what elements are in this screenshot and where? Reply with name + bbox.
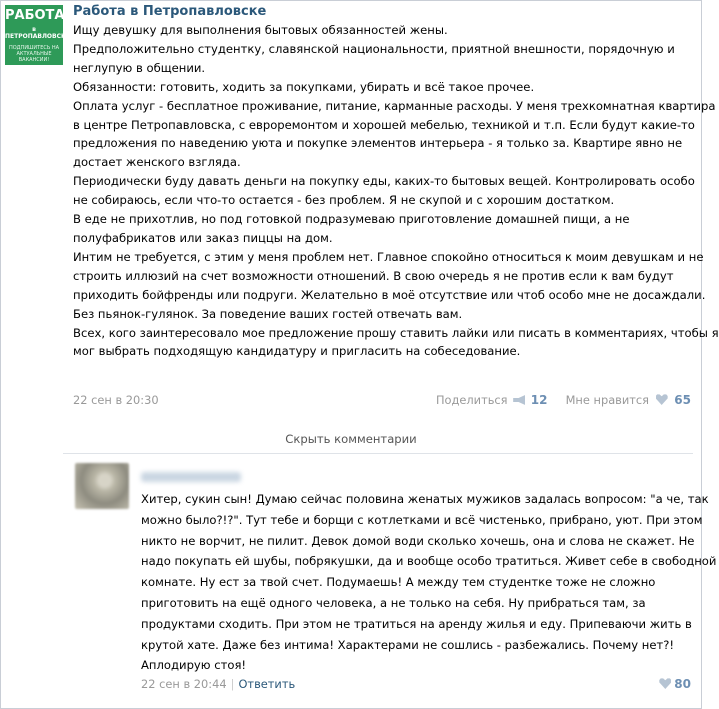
post-line: Ищу девушку для выполнения бытовых обязанностей жены. <box>73 23 448 37</box>
comment-text <box>141 489 717 676</box>
like-label: Мне нравится <box>565 393 650 407</box>
comment-like-button[interactable] <box>656 677 691 691</box>
comment-date-link[interactable]: 22 сен в 20:44 <box>141 677 227 691</box>
comment-line: Хитер, сукин сын! Думаю сейчас половина женатых мужиков задалась вопросом: "а че, так <box>141 492 709 506</box>
wall-post <box>73 3 719 361</box>
megaphone-icon <box>513 395 525 405</box>
group-logo[interactable] <box>5 5 71 65</box>
post-line: Предположительно студентку, славянской национальности, приятной внешности, порядочную и <box>73 41 675 56</box>
post-line: неглупую в общении. <box>73 60 206 75</box>
reply-button[interactable]: Ответить <box>238 677 296 691</box>
logo-tagline: ПОДПИШИТЕСЬ НА АКТУАЛЬНЫЕ ВАКАНСИИ! <box>8 45 60 63</box>
post-line: В еде не прихотлив, но под готовкой подразумеваю приготовление домашней пищи, а не <box>73 212 630 227</box>
logo-subtitle: в ПЕТРОПАВЛОВСКЕ <box>5 26 71 40</box>
comment-line: приготовить на ещё одного человека, а не только на себя. Ну прибраться там, за <box>141 595 646 610</box>
post-line: Обязанности: готовить, ходить за покупками, убирать и всё такое прочее. <box>73 79 535 94</box>
commenter-avatar[interactable] <box>75 463 129 509</box>
post-footer <box>73 393 691 413</box>
comment-footer <box>141 677 691 697</box>
divider <box>63 453 693 454</box>
comment-line: крутой хате. Даже без интима! Характерами не сошлись - разбежались. Почему нет?! <box>141 637 675 652</box>
post-line: Периодически буду давать деньги на покупку еды, каких-то бытовых вещей. Контролировать особо <box>73 174 695 189</box>
post-line: не собираюсь, если что-то остается - без проблем. Я не скупой и с хорошим достатком. <box>73 193 615 208</box>
share-button[interactable] <box>436 393 551 407</box>
post-actions <box>436 393 691 407</box>
group-name-link[interactable]: Работа в Петропавловске <box>73 4 267 19</box>
post-line: полуфабрикатов или заказ пиццы на дом. <box>73 230 333 245</box>
hide-comments-link[interactable]: Скрыть комментарии <box>285 432 417 446</box>
post-line: достает женского взгляда. <box>73 155 241 170</box>
comment-line: надо покупать ей шубы, побрякушки, да и вообще особо тратиться. Живет себе в свободной <box>141 554 717 569</box>
post-line: предложения по наведению уюта и покупке элементов интерьера - я только за. Квартире явно не <box>73 136 683 151</box>
comment-line: можно было?!?". Тут тебе и борщи с котлетками и всё чистенько, прибрано, уют. При этом <box>141 512 703 527</box>
comment-line: продуктами сходить. При этом не тратиться на аренду жилья и еду. Припеваючи жить в <box>141 616 692 631</box>
like-count: 65 <box>674 393 691 407</box>
post-line: в центре Петропавловска, с евроремонтом и хорошей мебелью, техникой и т.п. Если будут какие-то <box>73 117 695 132</box>
heart-icon <box>656 394 668 405</box>
post-date-link[interactable]: 22 сен в 20:30 <box>73 393 159 407</box>
share-count: 12 <box>530 393 548 407</box>
post-line: Без пьянок-гулянок. За поведение ваших гостей отвечать вам. <box>73 306 463 321</box>
post-text <box>73 21 719 361</box>
footer-separator: | <box>230 677 235 691</box>
post-line: приходить бойфренды или подруги. Желательно в моё отсутствие или чтоб особо мне не досаждали. <box>73 287 706 302</box>
post-line: Всех, кого заинтересовало мое предложение прошу ставить лайки или писать в комментариях, чтобы я <box>73 325 719 340</box>
post-line: Интим не требуется, с этим у меня проблем нет. Главное спокойно относиться к моим девушкам и не <box>73 249 704 264</box>
logo-title: РАБОТА <box>5 8 65 23</box>
commenter-name-blurred[interactable] <box>141 472 241 482</box>
like-button[interactable] <box>566 393 691 407</box>
comment-line: никто не ворчит, не пилит. Девок домой води сколько хочешь, она и слова не скажет. Не <box>141 533 695 548</box>
heart-icon <box>659 678 671 689</box>
post-line: мог выбрать подходящую кандидатуру и пригласить на собеседование. <box>73 344 521 359</box>
share-label: Поделиться <box>435 393 508 407</box>
post-line: строить иллюзий на счет возможности отношений. В свою очередь я не против если к вам будут <box>73 268 674 283</box>
comment-line: Аплодирую стоя! <box>141 658 247 673</box>
post-line: Оплата услуг - бесплатное проживание, питание, карманные расходы. У меня трехкомнатная квартира <box>73 98 716 113</box>
comment-line: комнате. Ну ест за твой счет. Подумаешь! А между тем студентке тоже не сложно <box>141 575 656 590</box>
comment-like-count: 80 <box>674 677 691 691</box>
